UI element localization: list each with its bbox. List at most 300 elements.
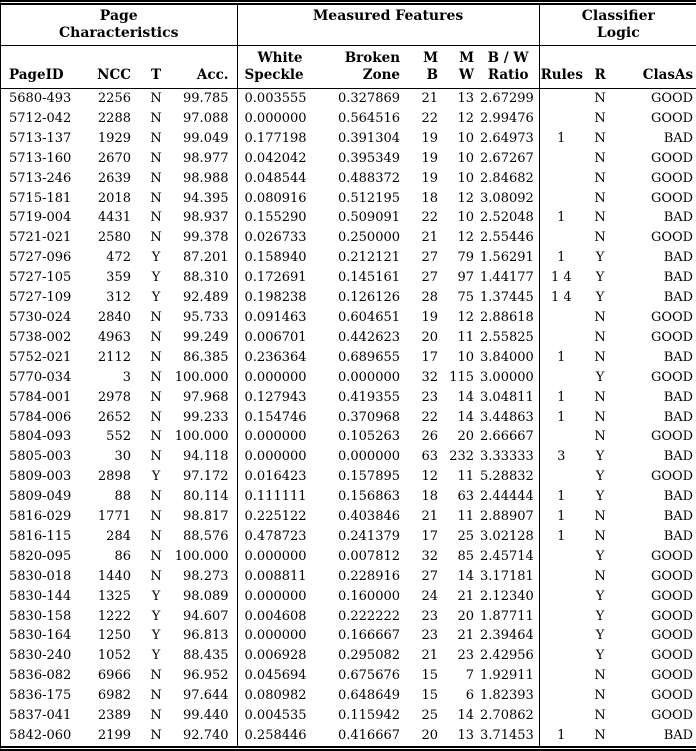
cell-m-w: 14: [457, 708, 475, 724]
cell-r: N: [594, 230, 606, 246]
cell-white-speckle: 0.236364: [244, 349, 307, 365]
cell-t: N: [150, 409, 162, 425]
cell-ncc: 2288: [97, 110, 131, 126]
cell-clasas: GOOD: [650, 110, 694, 126]
cell-t: N: [150, 91, 162, 106]
cell-white-speckle: 0.006701: [244, 329, 307, 345]
cell-rules: [539, 328, 583, 348]
cell-broken-zone: 0.166667: [337, 628, 401, 644]
cell-broken-zone: 0.395349: [337, 150, 401, 166]
cell-acc: 99.249: [173, 328, 237, 348]
cell-bw-ratio: 2.12340: [479, 587, 539, 607]
cell-m-b: 22: [421, 110, 439, 126]
cell-t: N: [150, 728, 162, 743]
cell-ncc: 86: [114, 548, 131, 564]
cell-m-b: 20: [421, 329, 439, 345]
cell-acc: 97.968: [173, 388, 237, 408]
cell-m-b: 22: [421, 409, 439, 425]
cell-m-b: 19: [421, 309, 439, 325]
cell-pageid: 5738-002: [9, 329, 72, 345]
cell-rules: [539, 308, 583, 328]
cell-m-b: 26: [421, 429, 439, 445]
cell-broken-zone: 0.675676: [337, 668, 401, 684]
cell-broken-zone: 0.250000: [337, 230, 401, 246]
cell-white-speckle: 0.048544: [244, 170, 307, 186]
cell-clasas: BAD: [663, 130, 694, 146]
table-row: [1, 208, 696, 228]
cell-rules: 1: [557, 509, 566, 525]
cell-m-b: 27: [421, 568, 439, 584]
cell-ncc: 2898: [97, 469, 131, 485]
cell-r: N: [594, 150, 606, 166]
cell-ncc: 2389: [97, 708, 131, 724]
cell-rules: 1: [557, 489, 566, 505]
cell-acc: 100.000: [173, 368, 237, 388]
cell-m-b: 25: [421, 708, 439, 724]
cell-bw-ratio: 3.71453: [479, 726, 539, 746]
cell-rules: [539, 89, 583, 109]
cell-bw-ratio: 2.88618: [479, 308, 539, 328]
cell-ncc: 4963: [97, 329, 131, 345]
cell-ncc: 1250: [97, 628, 131, 644]
cell-rules: 1: [557, 528, 566, 544]
group-header-classifier-logic: [539, 5, 696, 46]
cell-pageid: 5805-003: [9, 449, 72, 465]
cell-m-w: 12: [457, 110, 475, 126]
cell-white-speckle: 0.016423: [244, 469, 307, 485]
cell-acc: 98.977: [173, 149, 237, 169]
cell-clasas: GOOD: [650, 628, 694, 644]
cell-bw-ratio: 3.33333: [479, 447, 539, 467]
cell-pageid: 5752-021: [9, 349, 72, 365]
cell-rules: 1: [557, 389, 566, 405]
cell-pageid: 5713-137: [9, 130, 72, 146]
cell-pageid: 5730-024: [9, 309, 72, 325]
column-header-line: R: [594, 67, 606, 83]
cell-clasas: BAD: [663, 389, 694, 405]
cell-ncc: 1771: [97, 509, 131, 525]
cell-acc: 96.813: [173, 626, 237, 646]
cell-pageid: 5836-082: [9, 668, 72, 684]
group-header-line: Measured Features: [312, 8, 464, 24]
cell-pageid: 5727-096: [9, 250, 72, 266]
cell-m-w: 20: [457, 429, 475, 445]
cell-r: N: [594, 688, 606, 704]
cell-bw-ratio: 3.04811: [479, 388, 539, 408]
cell-ncc: 2652: [97, 409, 131, 425]
cell-m-b: 21: [421, 91, 439, 106]
column-header-line: White: [257, 50, 303, 66]
cell-bw-ratio: 2.64973: [479, 129, 539, 149]
cell-ncc: 3: [122, 369, 131, 385]
cell-clasas: GOOD: [650, 668, 694, 684]
cell-broken-zone: 0.403846: [337, 509, 401, 525]
cell-acc: 99.440: [173, 706, 237, 726]
cell-m-w: 10: [457, 150, 475, 166]
cell-pageid: 5809-003: [9, 469, 72, 485]
table-row: [1, 89, 696, 109]
column-header-line: M: [459, 50, 475, 66]
cell-m-w: 232: [449, 449, 475, 465]
cell-m-w: 12: [457, 190, 475, 206]
cell-acc: 99.049: [173, 129, 237, 149]
cell-broken-zone: 0.105263: [337, 429, 401, 445]
cell-clasas: GOOD: [650, 309, 694, 325]
cell-r: Y: [595, 628, 605, 644]
cell-white-speckle: 0.008811: [244, 568, 307, 584]
cell-broken-zone: 0.370968: [337, 409, 401, 425]
cell-acc: 98.273: [173, 567, 237, 587]
cell-clasas: BAD: [663, 449, 694, 465]
cell-clasas: GOOD: [650, 190, 694, 206]
cell-rules: [539, 149, 583, 169]
column-header-bw-ratio: [479, 46, 539, 89]
cell-m-w: 21: [457, 628, 475, 644]
cell-clasas: GOOD: [650, 469, 694, 485]
cell-acc: 98.817: [173, 507, 237, 527]
table-row: [1, 408, 696, 428]
cell-m-b: 23: [421, 389, 439, 405]
group-header-page-characteristics: [1, 5, 237, 46]
table-row: [1, 169, 696, 189]
cell-ncc: 2670: [97, 150, 131, 166]
cell-broken-zone: 0.160000: [337, 588, 401, 604]
table-row: [1, 129, 696, 149]
cell-white-speckle: 0.003555: [244, 91, 307, 106]
column-header-m-b: [405, 46, 443, 89]
cell-white-speckle: 0.080982: [244, 688, 307, 704]
cell-m-w: 63: [457, 489, 475, 505]
group-header-line: Characteristics: [59, 25, 179, 41]
cell-t: N: [150, 688, 162, 704]
cell-t: Y: [151, 648, 161, 664]
cell-r: N: [594, 170, 606, 186]
cell-broken-zone: 0.391304: [337, 130, 401, 146]
table-row: [1, 248, 696, 268]
cell-m-b: 19: [421, 170, 439, 186]
cell-white-speckle: 0.006928: [244, 648, 307, 664]
cell-pageid: 5830-144: [9, 588, 72, 604]
cell-m-b: 24: [421, 588, 439, 604]
cell-t: N: [150, 568, 162, 584]
cell-ncc: 2840: [97, 309, 131, 325]
cell-m-b: 18: [421, 489, 439, 505]
cell-m-b: 20: [421, 728, 439, 743]
cell-pageid: 5712-042: [9, 110, 72, 126]
cell-rules: [539, 686, 583, 706]
column-header-row: [1, 46, 696, 89]
cell-t: Y: [151, 270, 161, 286]
cell-ncc: 1052: [97, 648, 131, 664]
cell-m-w: 10: [457, 349, 475, 365]
cell-clasas: BAD: [663, 528, 694, 544]
cell-clasas: BAD: [663, 290, 694, 306]
cell-white-speckle: 0.000000: [244, 449, 307, 465]
table-row: [1, 666, 696, 686]
cell-acc: 94.607: [173, 607, 237, 627]
cell-pageid: 5830-158: [9, 608, 72, 624]
table-row: [1, 726, 696, 746]
cell-m-w: 115: [449, 369, 475, 385]
cell-acc: 86.385: [173, 348, 237, 368]
cell-acc: 88.435: [173, 646, 237, 666]
cell-m-w: 14: [457, 568, 475, 584]
table-row: [1, 228, 696, 248]
cell-white-speckle: 0.172691: [244, 270, 307, 286]
cell-bw-ratio: 2.42956: [479, 646, 539, 666]
cell-m-w: 97: [457, 270, 475, 286]
cell-rules: [539, 368, 583, 388]
table-body: [1, 89, 696, 746]
cell-pageid: 5842-060: [9, 728, 72, 743]
cell-r: Y: [595, 489, 605, 505]
column-header-line: W: [458, 67, 475, 83]
cell-rules: [539, 109, 583, 129]
cell-m-w: 75: [457, 290, 475, 306]
cell-pageid: 5816-115: [9, 528, 72, 544]
cell-t: N: [150, 509, 162, 525]
cell-white-speckle: 0.198238: [244, 290, 307, 306]
cell-broken-zone: 0.488372: [337, 170, 401, 186]
cell-r: N: [594, 349, 606, 365]
cell-r: N: [594, 509, 606, 525]
table-row: [1, 109, 696, 129]
cell-clasas: GOOD: [650, 91, 694, 106]
cell-clasas: BAD: [663, 409, 694, 425]
cell-bw-ratio: 1.56291: [479, 248, 539, 268]
cell-r: N: [594, 210, 606, 226]
cell-rules: 1: [557, 130, 566, 146]
cell-ncc: 2199: [97, 728, 131, 743]
cell-acc: 99.233: [173, 408, 237, 428]
cell-r: N: [594, 309, 606, 325]
cell-pageid: 5816-029: [9, 509, 72, 525]
cell-white-speckle: 0.258446: [244, 728, 307, 743]
cell-m-b: 15: [421, 668, 439, 684]
cell-white-speckle: 0.158940: [244, 250, 307, 266]
cell-broken-zone: 0.648649: [337, 688, 401, 704]
cell-white-speckle: 0.000000: [244, 429, 307, 445]
cell-broken-zone: 0.241379: [337, 528, 401, 544]
table-row: [1, 427, 696, 447]
column-header-line: M: [423, 50, 439, 66]
cell-r: N: [594, 668, 606, 684]
cell-m-b: 15: [421, 688, 439, 704]
cell-pageid: 5680-493: [9, 91, 72, 106]
cell-acc: 95.733: [173, 308, 237, 328]
cell-r: N: [594, 190, 606, 206]
column-header-line: PageID: [9, 67, 64, 83]
cell-bw-ratio: 2.39464: [479, 626, 539, 646]
cell-rules: [539, 626, 583, 646]
cell-broken-zone: 0.156863: [337, 489, 401, 505]
group-header-measured-features: [237, 5, 539, 46]
cell-ncc: 2580: [97, 230, 131, 246]
cell-broken-zone: 0.416667: [337, 728, 401, 743]
column-header-line: Ratio: [487, 67, 529, 83]
column-header-line: B / W: [487, 50, 529, 66]
cell-bw-ratio: 1.82393: [479, 686, 539, 706]
cell-t: N: [150, 489, 162, 505]
cell-ncc: 359: [106, 270, 131, 286]
table-row: [1, 646, 696, 666]
cell-pageid: 5721-021: [9, 230, 72, 246]
cell-bw-ratio: 2.67299: [479, 89, 539, 109]
cell-t: N: [150, 170, 162, 186]
cell-clasas: GOOD: [650, 568, 694, 584]
cell-clasas: GOOD: [650, 150, 694, 166]
cell-ncc: 1325: [97, 588, 131, 604]
column-header-clasas: [617, 46, 696, 89]
cell-rules: 1: [557, 250, 566, 266]
cell-pageid: 5770-034: [9, 369, 72, 385]
cell-rules: 1: [557, 409, 566, 425]
cell-pageid: 5784-001: [9, 389, 72, 405]
cell-bw-ratio: 3.44863: [479, 408, 539, 428]
cell-bw-ratio: 2.52048: [479, 208, 539, 228]
cell-m-b: 23: [421, 628, 439, 644]
cell-rules: [539, 666, 583, 686]
cell-broken-zone: 0.295082: [337, 648, 401, 664]
cell-rules: [539, 646, 583, 666]
cell-ncc: 472: [106, 250, 131, 266]
cell-m-w: 11: [457, 469, 475, 485]
column-header-rules: [539, 46, 583, 89]
cell-white-speckle: 0.225122: [244, 509, 307, 525]
cell-clasas: GOOD: [650, 588, 694, 604]
cell-acc: 92.740: [173, 726, 237, 746]
group-header-line: Page: [99, 8, 138, 24]
cell-clasas: GOOD: [650, 329, 694, 345]
column-header-line: Acc.: [196, 67, 229, 83]
cell-acc: 98.937: [173, 208, 237, 228]
cell-m-b: 63: [421, 449, 439, 465]
cell-clasas: GOOD: [650, 608, 694, 624]
cell-t: N: [150, 210, 162, 226]
cell-bw-ratio: 2.70862: [479, 706, 539, 726]
column-header-line: Speckle: [244, 67, 304, 83]
cell-m-w: 11: [457, 509, 475, 525]
cell-bw-ratio: 3.08092: [479, 189, 539, 209]
cell-pageid: 5830-018: [9, 568, 72, 584]
cell-acc: 80.114: [173, 487, 237, 507]
cell-t: Y: [151, 290, 161, 306]
cell-m-w: 13: [457, 91, 475, 106]
cell-r: Y: [595, 588, 605, 604]
cell-broken-zone: 0.157895: [337, 469, 401, 485]
cell-t: Y: [151, 469, 161, 485]
cell-clasas: GOOD: [650, 688, 694, 704]
cell-ncc: 6982: [97, 688, 131, 704]
cell-rules: [539, 567, 583, 587]
cell-white-speckle: 0.042042: [244, 150, 307, 166]
cell-m-b: 32: [421, 369, 439, 385]
cell-white-speckle: 0.004535: [244, 708, 307, 724]
cell-m-w: 10: [457, 130, 475, 146]
cell-bw-ratio: 2.55825: [479, 328, 539, 348]
table-row: [1, 686, 696, 706]
table-row: [1, 467, 696, 487]
cell-clasas: GOOD: [650, 369, 694, 385]
cell-white-speckle: 0.000000: [244, 110, 307, 126]
cell-bw-ratio: 2.66667: [479, 427, 539, 447]
table-row: [1, 288, 696, 308]
table-row: [1, 607, 696, 627]
column-header-line: B: [426, 67, 439, 83]
cell-m-w: 25: [457, 528, 475, 544]
cell-r: N: [594, 429, 606, 445]
column-header-line: Zone: [362, 67, 401, 83]
cell-r: Y: [595, 250, 605, 266]
column-header-acc: [173, 46, 237, 89]
column-header-line: ClasAs: [642, 67, 694, 83]
cell-broken-zone: 0.212121: [337, 250, 401, 266]
cell-pageid: 5713-160: [9, 150, 72, 166]
cell-t: N: [150, 528, 162, 544]
cell-broken-zone: 0.007812: [337, 548, 401, 564]
cell-broken-zone: 0.145161: [337, 270, 401, 286]
cell-rules: [539, 427, 583, 447]
cell-clasas: GOOD: [650, 170, 694, 186]
cell-acc: 100.000: [173, 547, 237, 567]
cell-t: Y: [151, 608, 161, 624]
cell-pageid: 5719-004: [9, 210, 72, 226]
cell-ncc: 2112: [97, 349, 131, 365]
cell-bw-ratio: 1.92911: [479, 666, 539, 686]
table-row: [1, 447, 696, 467]
cell-acc: 97.088: [173, 109, 237, 129]
cell-r: N: [594, 329, 606, 345]
cell-pageid: 5830-240: [9, 648, 72, 664]
cell-broken-zone: 0.126126: [337, 290, 401, 306]
cell-m-b: 21: [421, 648, 439, 664]
cell-m-b: 32: [421, 548, 439, 564]
cell-t: N: [150, 150, 162, 166]
cell-clasas: BAD: [663, 210, 694, 226]
cell-clasas: GOOD: [650, 230, 694, 246]
cell-m-w: 21: [457, 588, 475, 604]
cell-r: Y: [595, 369, 605, 385]
cell-m-w: 23: [457, 648, 475, 664]
cell-t: Y: [151, 588, 161, 604]
table-row: [1, 567, 696, 587]
cell-clasas: BAD: [663, 509, 694, 525]
column-header-line: T: [150, 67, 162, 83]
cell-clasas: BAD: [663, 270, 694, 286]
column-header-line: NCC: [97, 67, 131, 83]
column-header-line: Broken: [344, 50, 401, 66]
cell-bw-ratio: 2.67267: [479, 149, 539, 169]
cell-ncc: 30: [114, 449, 131, 465]
cell-t: N: [150, 429, 162, 445]
cell-bw-ratio: 2.84682: [479, 169, 539, 189]
table-row: [1, 268, 696, 288]
cell-t: N: [150, 548, 162, 564]
cell-m-b: 27: [421, 250, 439, 266]
cell-m-w: 12: [457, 309, 475, 325]
cell-t: N: [150, 369, 162, 385]
cell-m-b: 28: [421, 290, 439, 306]
cell-pageid: 5784-006: [9, 409, 72, 425]
cell-t: Y: [151, 250, 161, 266]
cell-acc: 96.952: [173, 666, 237, 686]
cell-t: N: [150, 110, 162, 126]
cell-acc: 88.310: [173, 268, 237, 288]
group-header-row: [1, 5, 696, 46]
cell-bw-ratio: 1.87711: [479, 607, 539, 627]
cell-white-speckle: 0.000000: [244, 548, 307, 564]
cell-m-b: 23: [421, 608, 439, 624]
